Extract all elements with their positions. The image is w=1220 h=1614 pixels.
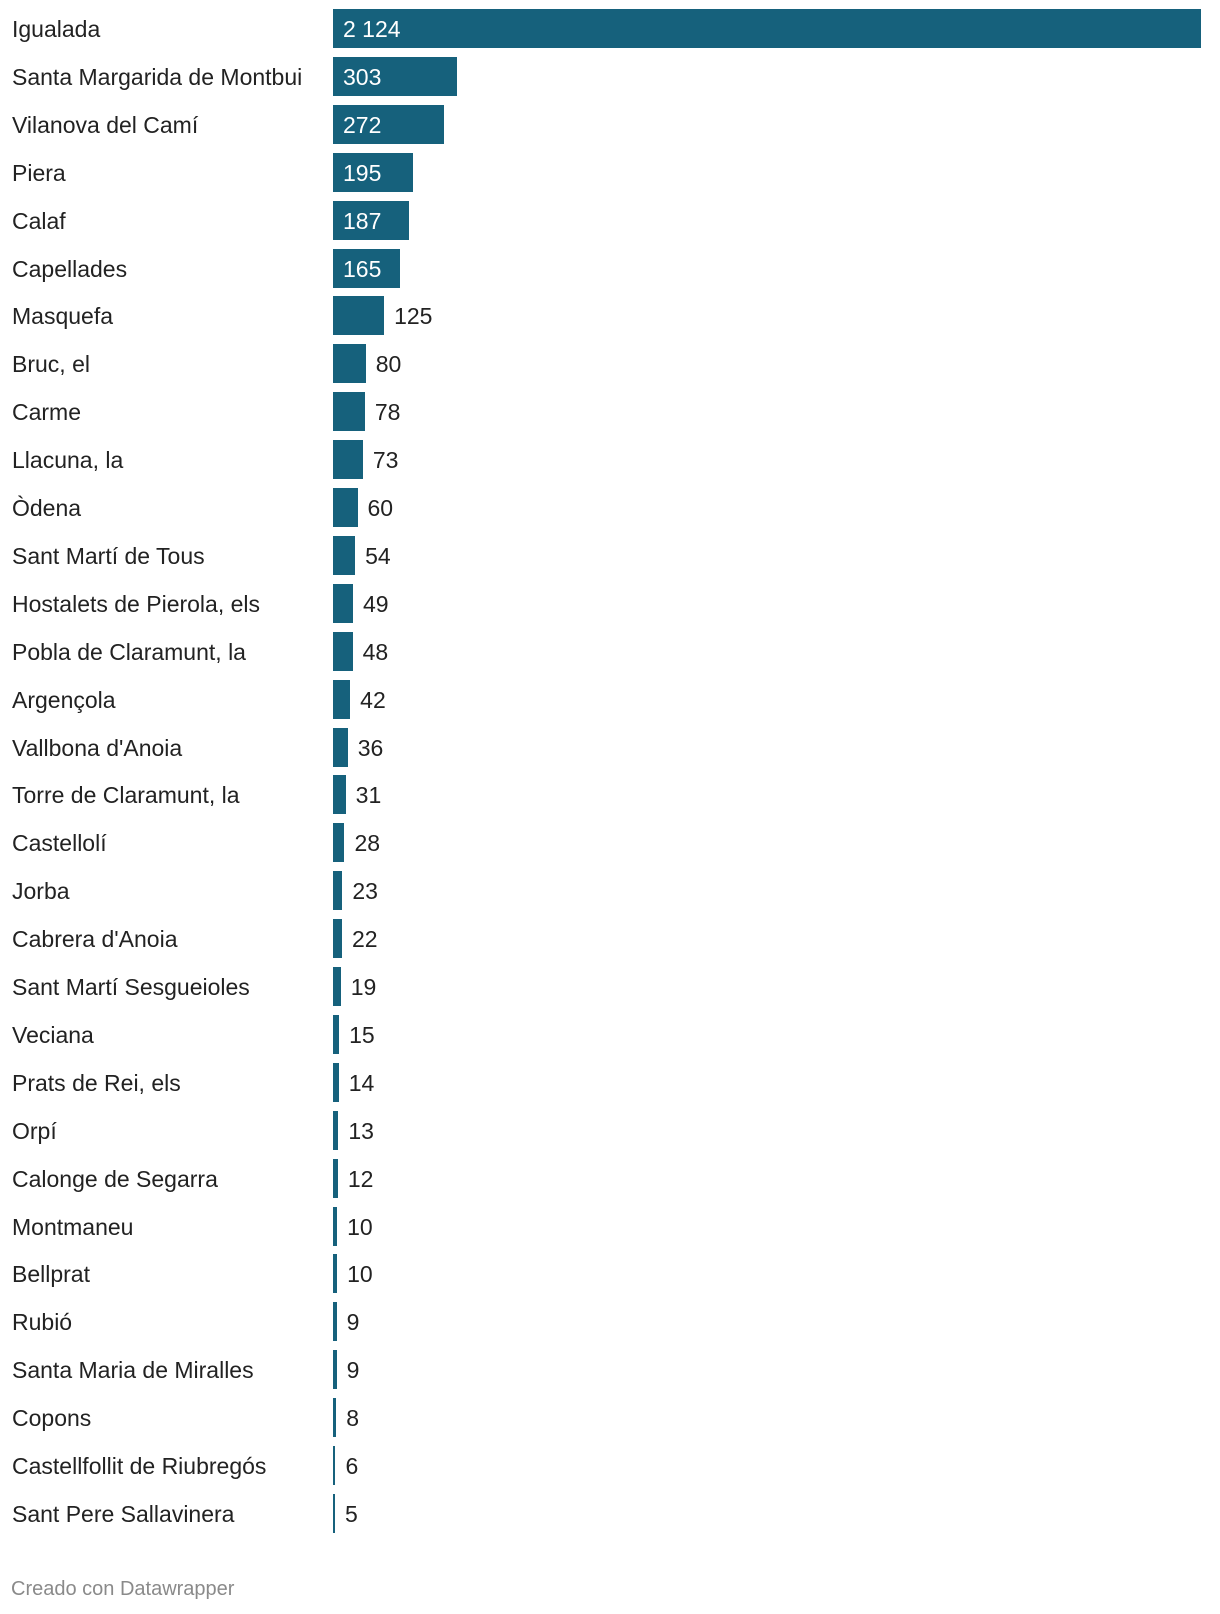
value-label: 49	[363, 590, 389, 617]
bar	[333, 967, 341, 1006]
bar	[333, 1254, 337, 1293]
category-label: Vallbona d'Anoia	[12, 734, 183, 761]
category-label: Sant Martí Sesgueioles	[12, 974, 250, 1000]
bar	[333, 392, 365, 431]
value-label: 10	[347, 1213, 373, 1240]
value-label: 36	[357, 734, 384, 761]
category-label: Masquefa	[12, 303, 114, 330]
bar	[333, 823, 344, 862]
value-label: 10	[347, 1261, 373, 1288]
category-label: Sant Pere Sallavinera	[12, 1500, 235, 1527]
value-label: 31	[355, 782, 382, 809]
bar	[333, 1350, 337, 1389]
bar	[333, 1494, 335, 1533]
value-label: 15	[349, 1021, 375, 1048]
category-label: Orpí	[12, 1117, 57, 1144]
category-label: Torre de Claramunt, la	[12, 782, 240, 809]
bar	[333, 1063, 339, 1102]
bar	[333, 775, 346, 814]
value-label: 73	[372, 447, 399, 474]
category-label: Copons	[12, 1405, 92, 1432]
bar	[333, 1111, 338, 1150]
category-label: Montmaneu	[12, 1213, 134, 1240]
value-label: 23	[352, 878, 378, 905]
value-label: 6	[345, 1453, 359, 1479]
value-label: 80	[375, 351, 402, 378]
value-label: 9	[346, 1309, 360, 1336]
bar	[333, 1398, 336, 1437]
category-label: Argençola	[12, 686, 116, 713]
value-label: 22	[351, 926, 378, 953]
value-label: 60	[367, 495, 394, 521]
bar	[333, 9, 1201, 48]
category-label: Pobla de Claramunt, la	[12, 638, 246, 665]
bar	[333, 919, 342, 958]
category-label: Carme	[12, 399, 82, 426]
value-label: 303	[343, 63, 382, 90]
category-label: Prats de Rei, els	[12, 1069, 181, 1096]
value-label: 125	[394, 303, 433, 330]
bar	[333, 344, 366, 383]
bar	[333, 632, 353, 671]
value-label: 272	[343, 111, 382, 138]
value-label: 28	[354, 830, 381, 857]
category-label: Sant Martí de Tous	[12, 542, 205, 569]
category-label: Hostalets de Pierola, els	[12, 590, 261, 617]
value-label: 19	[350, 974, 377, 1000]
category-label: Castellfollit de Riubregós	[12, 1453, 267, 1479]
value-label: 48	[362, 638, 389, 665]
category-label: Calaf	[12, 207, 66, 234]
category-label: Rubió	[12, 1309, 73, 1336]
value-label: 12	[347, 1165, 374, 1192]
value-label: 165	[343, 255, 382, 282]
bar	[333, 488, 358, 527]
value-label: 9	[346, 1357, 360, 1384]
value-label: 2 124	[343, 16, 401, 42]
bar	[333, 296, 384, 335]
category-label: Veciana	[12, 1021, 94, 1048]
bar	[333, 680, 350, 719]
category-label: Llacuna, la	[12, 447, 124, 474]
category-label: Castellolí	[12, 830, 107, 857]
category-label: Jorba	[12, 878, 70, 905]
category-label: Santa Margarida de Montbui	[12, 63, 303, 90]
bar	[333, 728, 348, 767]
value-label: 8	[346, 1405, 360, 1432]
category-label: Vilanova del Camí	[12, 111, 199, 138]
category-label: Cabrera d'Anoia	[12, 926, 178, 953]
category-label: Calonge de Segarra	[12, 1165, 218, 1192]
value-label: 78	[374, 399, 401, 426]
bar	[333, 584, 353, 623]
value-label: 14	[348, 1069, 375, 1096]
bar	[333, 1302, 337, 1341]
value-label: 42	[360, 686, 386, 713]
category-label: Santa Maria de Miralles	[12, 1357, 254, 1384]
credit-text: Creado con Datawrapper	[11, 1578, 235, 1600]
bar	[333, 1015, 339, 1054]
category-label: Bruc, el	[12, 351, 90, 378]
category-label: Capellades	[12, 255, 128, 282]
bar	[333, 1207, 337, 1246]
category-label: Piera	[12, 159, 66, 186]
bar	[333, 1159, 338, 1198]
category-label: Òdena	[12, 495, 82, 521]
bar	[333, 871, 342, 910]
value-label: 5	[345, 1500, 358, 1527]
value-label: 187	[343, 207, 382, 234]
value-label: 195	[343, 159, 382, 186]
value-label: 54	[365, 542, 391, 569]
bar	[333, 536, 355, 575]
category-label: Bellprat	[12, 1261, 90, 1288]
bar	[333, 1446, 335, 1485]
value-label: 13	[348, 1117, 374, 1144]
category-label: Igualada	[12, 16, 101, 42]
bar	[333, 440, 363, 479]
